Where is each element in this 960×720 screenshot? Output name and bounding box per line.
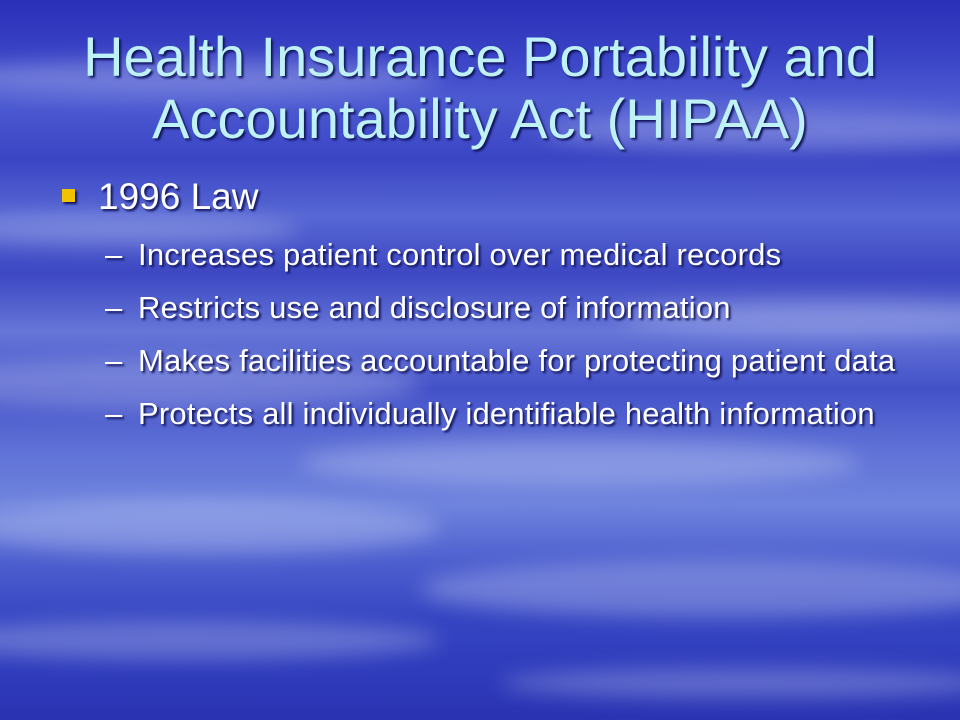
cloud-streak — [0, 620, 440, 660]
cloud-streak — [0, 500, 440, 554]
sub-bullet-item — [105, 342, 925, 379]
sub-bullet-item — [105, 395, 925, 432]
sub-bullet-text: Protects all individually identifiable health information — [138, 396, 875, 431]
dash-marker: – — [105, 396, 123, 431]
slide-title: Health Insurance Portability and Accountability Act (HIPAA) — [83, 25, 877, 150]
sub-bullet-text: Increases patient control over medical records — [138, 237, 782, 272]
square-bullet-icon — [62, 189, 75, 202]
cloud-streak — [420, 560, 960, 618]
cloud-streak — [500, 668, 960, 698]
sub-bullet-item — [105, 289, 925, 326]
dash-marker: – — [105, 237, 123, 272]
bullet-text: 1996 Law — [98, 176, 259, 217]
bullet-item — [62, 176, 258, 218]
dash-marker: – — [105, 343, 123, 378]
sub-bullet-text: Makes facilities accountable for protecting patient data — [138, 343, 896, 378]
sub-bullet-text: Restricts use and disclosure of information — [138, 290, 731, 325]
dash-marker: – — [105, 290, 123, 325]
sub-bullet-item — [105, 236, 925, 273]
sub-bullet-list — [105, 236, 925, 448]
